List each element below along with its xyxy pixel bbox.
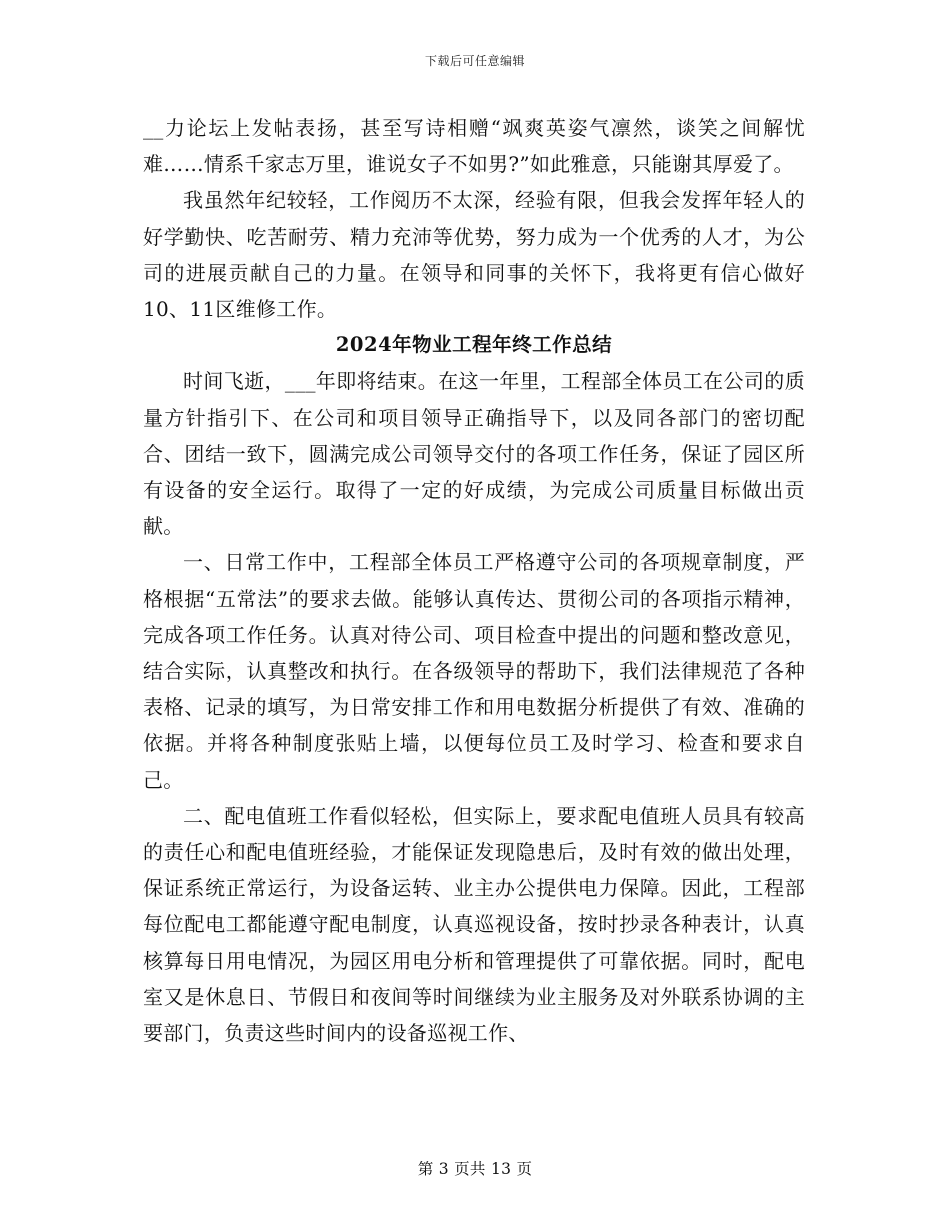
document-body (143, 110, 805, 1051)
paragraph: 二、配电值班工作看似轻松，但实际上，要求配电值班人员具有较高的责任心和配电值班经验，才能保证发现隐患后，及时有效的做出处理，保证系统正常运行，为设备运转、业主办公提供电力保障。因此，工程部每位配电工都能遵守配电制度，认真巡视设备，按时抄录各种表计，认真核算每日用电情况，为园区用电分析和管理提供了可靠依据。同时，配电室又是休息日、节假日和夜间等时间继续为业主服务及对外联系协调的主要部门，负责这些时间内的设备巡视工作、 (143, 803, 805, 1046)
paragraph: 一、日常工作中，工程部全体员工严格遵守公司的各项规章制度，严格根据“五常法”的要求去做。能够认真传达、贯彻公司的各项指示精神，完成各项工作任务。认真对待公司、项目检查中提出的问题和整改意见，结合实际，认真整改和执行。在各级领导的帮助下，我们法律规范了各种表格、记录的填写，为日常安排工作和用电数据分析提供了有效、准确的依据。并将各种制度张贴上墙，以便每位员工及时学习、检查和要求自己。 (143, 550, 805, 792)
paragraph: 我虽然年纪较轻，工作阅历不太深，经验有限，但我会发挥年轻人的好学勤快、吃苦耐劳、精力充沛等优势，努力成为一个优秀的人才，为公司的进展贡献自己的力量。在领导和同事的关怀下，我将更有信心做好10、11区维修工作。 (143, 188, 805, 322)
page-header: 下载后可任意编辑 (424, 54, 525, 68)
section-title: 2024年物业工程年终工作总结 (335, 333, 613, 357)
page-footer: 第 3 页共 13 页 (417, 1160, 533, 1178)
paragraph: __力论坛上发帖表扬，甚至写诗相赠“飒爽英姿气凛然，谈笑之间解忧难……情系千家志万里，谁说女子不如男?”如此雅意，只能谢其厚爱了。 (143, 116, 805, 177)
paragraph: 时间飞逝，___年即将结束。在这一年里，工程部全体员工在公司的质量方针指引下、在公司和项目领导正确指导下，以及同各部门的密切配合、团结一致下，圆满完成公司领导交付的各项工作任务，保证了园区所有设备的安全运行。取得了一定的好成绩，为完成公司质量目标做出贡献。 (143, 369, 805, 539)
